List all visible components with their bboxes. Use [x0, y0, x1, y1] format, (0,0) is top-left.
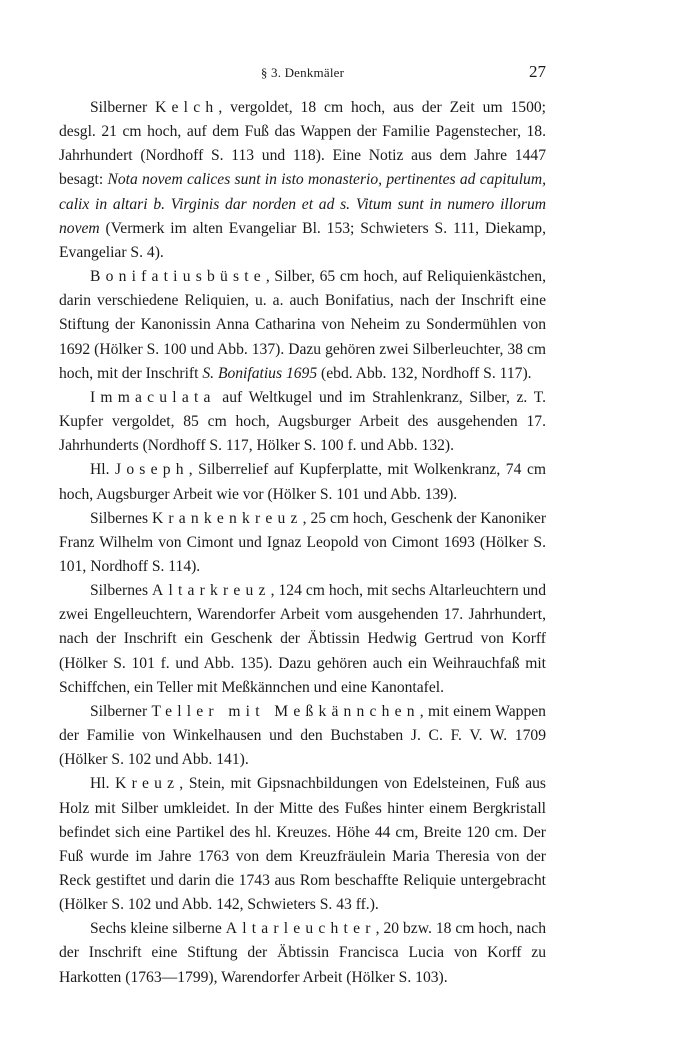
- paragraph-text: , Silberrelief auf Kupferplatte, mit Wolkenkranz, 74 cm hoch, Augsburger Arbeit wie vor (Hölker S. 101 und Abb. 139).: [59, 461, 546, 503]
- paragraph-immaculata: [59, 386, 546, 458]
- paragraph-lead: Hl.: [90, 775, 116, 793]
- spaced-term: Joseph: [115, 461, 189, 479]
- paragraph-lead: Silberner: [90, 702, 152, 720]
- paragraph-lead: Silberner: [90, 99, 156, 116]
- page-header: [59, 62, 546, 86]
- paragraph-text: , 25 cm hoch, Geschenk der Kanoniker Franz Wilhelm von Cimont und Ignaz Leopold von Cimont 1693 (Hölker S. 101, Nordhoff S. 114).: [59, 509, 547, 575]
- spaced-term: Altarkreuz: [151, 582, 271, 600]
- spaced-term: Immaculata: [90, 388, 216, 406]
- paragraph-text: , Silber, 65 cm hoch, auf Reliquienkästchen, darin verschiedene Reliquien, u. a. auch Bonifatius, nach der Inschrift eine Stiftung der Kanonissin Anna Catharina von Neheim zu Sondermühlen von 1692 (Hölker S. 100 und Abb. 137). Dazu gehören zwei Silberleuchter, 38 cm hoch, mit der Inschrift: [59, 268, 546, 382]
- inscription-text: S. Bonifatius 1695: [202, 364, 318, 382]
- spaced-term: Altarleuchter: [225, 920, 376, 938]
- running-title: § 3. Denkmäler: [260, 65, 345, 80]
- spaced-term: Teller mit Meßkännchen: [151, 702, 420, 720]
- paragraph-tail: (ebd. Abb. 132, Nordhoff S. 117).: [317, 364, 532, 382]
- paragraph-text: , vergoldet, 18 cm hoch, aus der Zeit um 1500; desgl. 21 cm hoch, auf dem Fuß das Wappen der Familie Pagenstecher, 18. Jahrhundert (Nordhoff S. 113 und 118). Eine Notiz aus dem Jahre 1447 besagt:: [59, 99, 546, 189]
- paragraph-joseph: [59, 458, 546, 506]
- latin-quote: Nota novem calices sunt in isto monasterio, pertinentes ad capitulum, calix in altari b. Virginis dar norden et ad s. Vitum sunt in numero illorum novem: [59, 171, 546, 237]
- spaced-term: Kreuz: [115, 775, 180, 793]
- spaced-term: Krankenkreuz: [151, 509, 303, 527]
- body-text: [59, 96, 546, 990]
- paragraph-krankenkreuz: [59, 507, 546, 579]
- page-number: 27: [529, 62, 546, 81]
- paragraph-lead: Sechs kleine silberne: [90, 920, 226, 938]
- spaced-term: Kelch: [155, 99, 219, 116]
- paragraph-text: , mit einem Wappen der Familie von Winkelhausen und den Buchstaben J. C. F. V. W. 1709 (Hölker S. 102 und Abb. 141).: [59, 702, 546, 769]
- paragraph-kelch: [59, 96, 546, 265]
- paragraph-text: , 124 cm hoch, mit sechs Altarleuchtern und zwei Engelleuchtern, Warendorfer Arbeit vom ausgehenden 17. Jahrhundert, nach der Inschrift ein Geschenk der Äbtissin Hedwig Gertrud von Korff (Hölker S. 101 f. und Abb. 135). Dazu gehören auch ein Weihrauchfaß mit Schiffchen, ein Teller mit Meßkännchen und eine Kanontafel.: [59, 582, 546, 696]
- paragraph-text: , 20 bzw. 18 cm hoch, nach der Inschrift eine Stiftung der Äbtissin Francisca Lucia von Korff zu Harkotten (1763—1799), Warendorfer Arbeit (Hölker S. 103).: [59, 920, 546, 986]
- paragraph-text: auf Weltkugel und im Strahlenkranz, Silber, z. T. Kupfer vergoldet, 85 cm hoch, Augsburger Arbeit des ausgehenden 17. Jahrhunderts (Nordhoff S. 117, Hölker S. 100 f. und Abb. 132).: [59, 388, 546, 455]
- paragraph-text: , Stein, mit Gipsnachbildungen von Edelsteinen, Fuß aus Holz mit Silber umkleidet. In der Mitte des Fußes hinter einem Bergkristall befindet sich eine Partikel des hl. Kreuzes. Höhe 44 cm, Breite 120 cm. Der Fuß wurde im Jahre 1763 von dem Kreuzfräulein Maria Theresia von der Reck gestiftet und darin die 1743 aus Rom beschaffte Reliquie untergebracht (Hölker S. 102 und Abb. 142, Schwieters S. 43 ff.).: [59, 775, 546, 914]
- paragraph-lead: Silbernes: [90, 582, 152, 600]
- paragraph-lead: Hl.: [90, 461, 116, 479]
- paragraph-tail: (Vermerk im alten Evangeliar Bl. 153; Schwieters S. 111, Diekamp, Evangeliar S. 4).: [59, 219, 546, 261]
- paragraph-altarleuchter: [59, 917, 546, 989]
- paragraph-altarkreuz: [59, 579, 546, 700]
- paragraph-kreuz: [59, 772, 546, 917]
- paragraph-teller: [59, 700, 546, 772]
- spaced-term: Bonifatiusbüste: [90, 268, 266, 286]
- paragraph-bonifatiusbueste: [59, 265, 546, 386]
- paragraph-lead: Silbernes: [90, 509, 152, 527]
